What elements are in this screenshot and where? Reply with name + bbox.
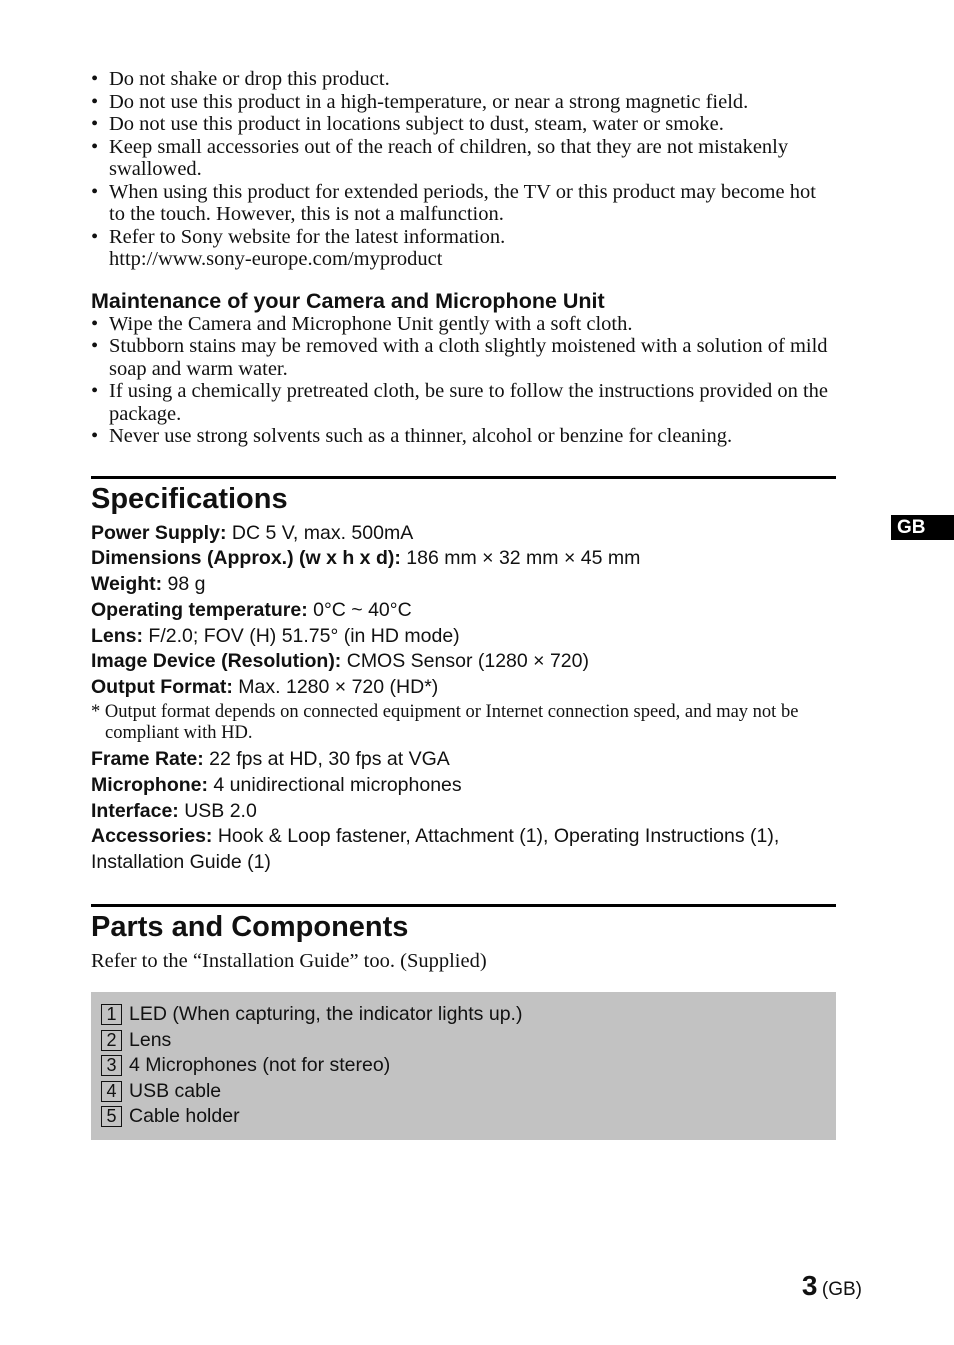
page-number [802,1270,862,1302]
spec-label: Dimensions (Approx.) (w x h x d): [91,547,401,570]
spec-label: Output Format: [91,676,233,699]
parts-list-box [91,992,836,1140]
parts-intro: Refer to the “Installation Guide” too. (Supplied) [91,950,487,973]
spec-output-format [91,675,836,701]
spec-frame-rate [91,747,836,773]
spec-label: Frame Rate: [91,748,204,771]
spec-value: Hook & Loop fastener, Attachment (1), Operating Instructions (1), Installation Guide (1) [91,825,780,874]
bullet-text: Refer to Sony website for the latest information. [109,225,506,248]
part-label: Cable holder [129,1105,240,1128]
bullet-item: • Do not use this product in locations subject to dust, steam, water or smoke. [91,113,836,136]
spec-microphone [91,773,836,799]
page-number-label: (GB) [821,1279,862,1300]
spec-label: Accessories: [91,825,213,848]
spec-value: Max. 1280 × 720 (HD*) [232,676,439,699]
spec-accessories [91,824,836,876]
bullet-item [91,226,836,271]
specifications-section [91,476,836,877]
spec-operating-temperature [91,598,836,624]
spec-label: Lens: [91,624,144,647]
bullet-item: • If using a chemically pretreated cloth, be sure to follow the instructions provided on the package. [91,380,836,425]
part-number-badge: 5 [101,1106,122,1127]
part-label: LED (When capturing, the indicator lights up.) [129,1003,523,1026]
bullet-item: • When using this product for extended periods, the TV or this product may become hot to the touch. However, this is not a malfunction. [91,181,836,226]
spec-value: 4 unidirectional microphones [208,773,462,796]
output-format-footnote: * Output format depends on connected equipment or Internet connection speed, and may not be compliant with HD. [91,702,799,744]
spec-label: Image Device (Resolution): [91,650,342,673]
part-label: USB cable [129,1079,222,1102]
parts-heading: Parts and Components [91,911,409,944]
parts-section [91,904,836,1140]
website-url: http://www.sony-europe.com/myproduct [109,248,443,270]
page-number-value: 3 [801,1270,818,1301]
spec-value: 0°C ~ 40°C [307,598,412,621]
spec-label: Weight: [91,573,163,596]
part-number-badge: 2 [101,1030,122,1051]
spec-label: Microphone: [91,773,208,796]
spec-label: Power Supply: [91,521,227,544]
spec-label: Interface: [91,799,179,822]
spec-value: 186 mm × 32 mm × 45 mm [400,547,641,570]
spec-value: CMOS Sensor (1280 × 720) [341,650,589,673]
part-number-badge: 1 [101,1004,122,1025]
spec-value: 22 fps at HD, 30 fps at VGA [203,748,450,771]
bullet-item: • Do not shake or drop this product. [91,68,836,91]
specifications-heading: Specifications [91,482,288,515]
maintenance-bullet-list [91,313,836,448]
spec-interface [91,799,836,825]
bullet-item: • Do not use this product in a high-temperature, or near a strong magnetic field. [91,91,836,114]
maintenance-heading: Maintenance of your Camera and Microphone Unit [91,288,605,313]
spec-image-device [91,649,836,675]
part-item-usb-cable [101,1079,836,1105]
document-page [91,68,836,1140]
bullet-item: • Never use strong solvents such as a thinner, alcohol or benzine for cleaning. [91,425,836,448]
part-number-badge: 3 [101,1055,122,1076]
part-label: Lens [129,1028,172,1051]
spec-value: 98 g [162,573,206,596]
spec-value: USB 2.0 [178,799,257,822]
bullet-item: • Stubborn stains may be removed with a cloth slightly moistened with a solution of mild soap and warm water. [91,335,836,380]
spec-power-supply [91,521,836,547]
language-tab: GB [891,515,954,540]
part-label: 4 Microphones (not for stereo) [129,1054,391,1077]
spec-value: F/2.0; FOV (H) 51.75° (in HD mode) [143,624,460,647]
spec-dimensions [91,546,836,572]
bullet-item: • Wipe the Camera and Microphone Unit gently with a soft cloth. [91,313,836,336]
part-number-badge: 4 [101,1081,122,1102]
spec-value: DC 5 V, max. 500mA [226,521,414,544]
part-item-microphones [101,1053,836,1079]
part-item-lens [101,1028,836,1054]
spec-lens [91,624,836,650]
safety-bullet-list [91,68,836,271]
spec-label: Operating temperature: [91,598,308,621]
part-item-led [101,1002,836,1028]
part-item-cable-holder [101,1104,836,1130]
bullet-item: • Keep small accessories out of the reach of children, so that they are not mistakenly swallowed. [91,136,836,181]
spec-weight [91,572,836,598]
